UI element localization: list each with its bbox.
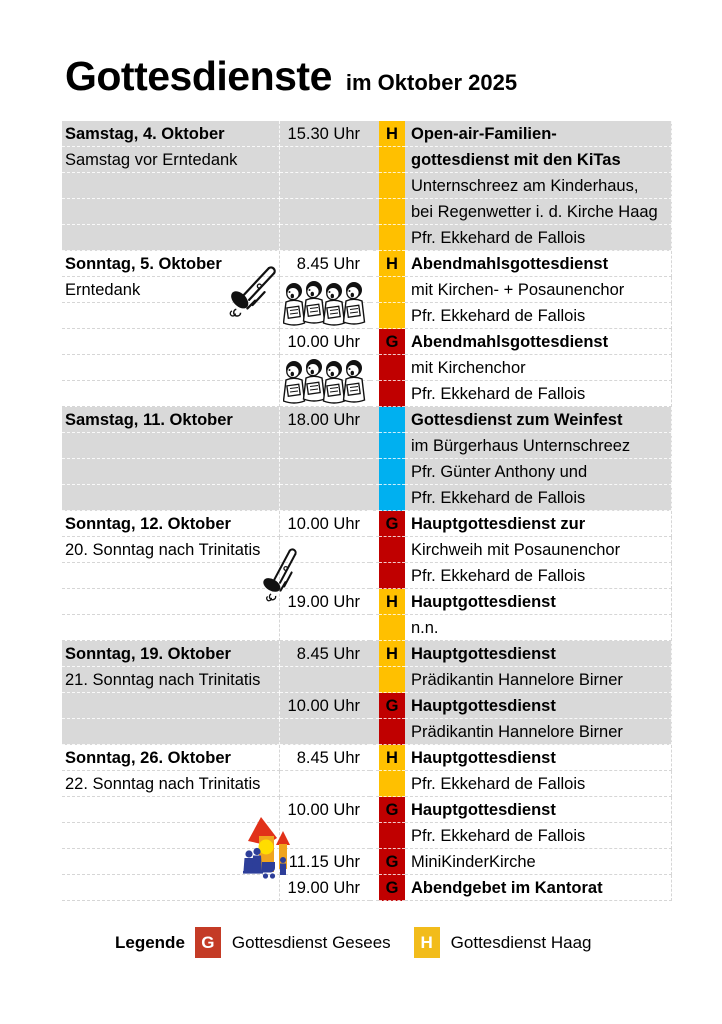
service-time: 19.00 Uhr bbox=[287, 879, 360, 897]
service-time: 8.45 Uhr bbox=[296, 749, 360, 767]
gridline bbox=[280, 303, 370, 329]
gridline bbox=[370, 615, 379, 641]
service-line: Hauptgottesdienst bbox=[411, 749, 556, 767]
gridline bbox=[62, 797, 280, 823]
gridline bbox=[62, 173, 280, 199]
gridline bbox=[370, 199, 379, 225]
location-badge: H bbox=[386, 645, 398, 663]
gridline bbox=[370, 433, 379, 459]
date-label: Sonntag, 26. Oktober bbox=[65, 749, 231, 767]
service-line: Hauptgottesdienst bbox=[411, 801, 556, 819]
location-badge: H bbox=[386, 593, 398, 611]
gridline bbox=[370, 277, 379, 303]
gridline bbox=[379, 667, 405, 693]
date-label: Samstag, 4. Oktober bbox=[65, 125, 225, 143]
location-badge: H bbox=[386, 749, 398, 767]
gridline bbox=[379, 199, 405, 225]
gridline bbox=[370, 875, 379, 901]
location-badge: G bbox=[385, 879, 399, 897]
gridline bbox=[379, 147, 405, 173]
gridline bbox=[62, 329, 280, 355]
service-line: Abendgebet im Kantorat bbox=[411, 879, 603, 897]
service-time: 18.00 Uhr bbox=[287, 411, 360, 429]
location-badge: G bbox=[385, 697, 399, 715]
service-line: im Bürgerhaus Unternschreez bbox=[411, 437, 631, 455]
gridline bbox=[379, 355, 405, 381]
gridline bbox=[280, 485, 370, 511]
gridline bbox=[370, 251, 379, 277]
date-block bbox=[62, 251, 672, 407]
date-label: Sonntag, 12. Oktober bbox=[65, 515, 231, 533]
gridline bbox=[370, 563, 379, 589]
gridline bbox=[379, 173, 405, 199]
gridline bbox=[370, 121, 379, 147]
service-line: Gottesdienst zum Weinfest bbox=[411, 411, 623, 429]
location-badge: H bbox=[386, 255, 398, 273]
gridline bbox=[370, 407, 379, 433]
service-time: 15.30 Uhr bbox=[287, 125, 360, 143]
gridline bbox=[280, 459, 370, 485]
gridline bbox=[280, 719, 370, 745]
gridline bbox=[280, 355, 370, 381]
gridline bbox=[370, 693, 379, 719]
service-line: Pfr. Günter Anthony und bbox=[411, 463, 588, 481]
gridline bbox=[370, 329, 379, 355]
gridline bbox=[370, 225, 379, 251]
service-time: 8.45 Uhr bbox=[296, 645, 360, 663]
page-title: Gottesdienste bbox=[65, 53, 332, 99]
gridline bbox=[370, 537, 379, 563]
service-line: n.n. bbox=[411, 619, 439, 637]
gridline bbox=[379, 433, 405, 459]
date-block bbox=[62, 745, 672, 901]
gridline bbox=[280, 147, 370, 173]
date-label: 21. Sonntag nach Trinitatis bbox=[65, 671, 261, 689]
date-block bbox=[62, 641, 672, 745]
date-label: 20. Sonntag nach Trinitatis bbox=[65, 541, 261, 559]
gridline bbox=[379, 277, 405, 303]
service-line: Pfr. Ekkehard de Fallois bbox=[411, 567, 586, 585]
date-label: Sonntag, 19. Oktober bbox=[65, 645, 231, 663]
gridline bbox=[370, 719, 379, 745]
gridline bbox=[280, 199, 370, 225]
gridline bbox=[370, 745, 379, 771]
service-line: Hauptgottesdienst zur bbox=[411, 515, 586, 533]
date-label: Sonntag, 5. Oktober bbox=[65, 255, 222, 273]
service-time: 10.00 Uhr bbox=[287, 697, 360, 715]
page-header bbox=[65, 53, 518, 99]
gridline bbox=[62, 303, 280, 329]
service-line: gottesdienst mit den KiTas bbox=[411, 151, 621, 169]
gridline bbox=[62, 693, 280, 719]
gridline bbox=[280, 381, 370, 407]
date-label: Samstag, 11. Oktober bbox=[65, 411, 233, 429]
service-line: Pfr. Ekkehard de Fallois bbox=[411, 827, 586, 845]
gridline bbox=[280, 615, 370, 641]
gridline bbox=[379, 823, 405, 849]
date-block bbox=[62, 407, 672, 511]
gridline bbox=[62, 355, 280, 381]
gridline bbox=[379, 615, 405, 641]
gridline bbox=[280, 537, 370, 563]
service-time: 19.00 Uhr bbox=[287, 593, 360, 611]
gridline bbox=[379, 537, 405, 563]
gridline bbox=[280, 173, 370, 199]
gridline bbox=[370, 381, 379, 407]
gridline bbox=[370, 147, 379, 173]
date-label: 22. Sonntag nach Trinitatis bbox=[65, 775, 261, 793]
page-subtitle: im Oktober 2025 bbox=[345, 70, 518, 95]
service-line: Pfr. Ekkehard de Fallois bbox=[411, 307, 586, 325]
date-label: Samstag vor Erntedank bbox=[65, 151, 238, 169]
gridline bbox=[379, 459, 405, 485]
service-line: mit Kirchen- + Posaunenchor bbox=[411, 281, 625, 299]
gridline bbox=[62, 485, 280, 511]
gridline bbox=[62, 823, 280, 849]
gridline bbox=[379, 771, 405, 797]
service-line: Kirchweih mit Posaunenchor bbox=[411, 541, 621, 559]
legend-text-gesees: Gottesdienst Gesees bbox=[231, 932, 391, 952]
location-badge: G bbox=[385, 801, 399, 819]
service-time: 8.45 Uhr bbox=[296, 255, 360, 273]
gridline bbox=[280, 823, 370, 849]
date-block bbox=[62, 121, 672, 251]
gridline bbox=[370, 797, 379, 823]
service-line: Pfr. Ekkehard de Fallois bbox=[411, 489, 586, 507]
service-line: Prädikantin Hannelore Birner bbox=[411, 671, 623, 689]
gridline bbox=[370, 459, 379, 485]
legend-label: Legende bbox=[115, 932, 185, 952]
service-line: Abendmahlsgottesdienst bbox=[411, 255, 609, 273]
service-time: 10.00 Uhr bbox=[287, 515, 360, 533]
date-label: Erntedank bbox=[65, 281, 141, 299]
date-block bbox=[62, 511, 672, 641]
gridline bbox=[370, 303, 379, 329]
legend-badge-gesees-icon: G bbox=[195, 927, 221, 958]
service-line: Hauptgottesdienst bbox=[411, 645, 556, 663]
gridline bbox=[379, 719, 405, 745]
gridline bbox=[370, 485, 379, 511]
service-line: Hauptgottesdienst bbox=[411, 593, 556, 611]
service-line: Abendmahlsgottesdienst bbox=[411, 333, 609, 351]
gridline bbox=[62, 381, 280, 407]
service-line: Unternschreez am Kinderhaus, bbox=[411, 177, 639, 195]
location-badge: G bbox=[385, 853, 399, 871]
gridline bbox=[62, 615, 280, 641]
gridline bbox=[280, 771, 370, 797]
gridline bbox=[370, 355, 379, 381]
gridline bbox=[370, 849, 379, 875]
service-time: 10.00 Uhr bbox=[287, 333, 360, 351]
gridline bbox=[379, 407, 405, 433]
service-line: Pfr. Ekkehard de Fallois bbox=[411, 775, 586, 793]
service-line: mit Kirchenchor bbox=[411, 359, 526, 377]
gridline bbox=[280, 277, 370, 303]
legend-text-haag: Gottesdienst Haag bbox=[450, 932, 592, 952]
gridline bbox=[379, 225, 405, 251]
service-line: MiniKinderKirche bbox=[411, 853, 536, 871]
gridline bbox=[370, 589, 379, 615]
gridline bbox=[62, 199, 280, 225]
gridline bbox=[62, 589, 280, 615]
gridline bbox=[379, 563, 405, 589]
gridline bbox=[370, 667, 379, 693]
service-line: Pfr. Ekkehard de Fallois bbox=[411, 385, 586, 403]
service-line: Open-air-Familien- bbox=[411, 125, 557, 143]
gridline bbox=[280, 433, 370, 459]
service-line: Prädikantin Hannelore Birner bbox=[411, 723, 623, 741]
service-line: Pfr. Ekkehard de Fallois bbox=[411, 229, 586, 247]
legend-badge-haag-icon: H bbox=[414, 927, 440, 958]
gridline bbox=[379, 485, 405, 511]
location-badge: G bbox=[385, 515, 399, 533]
gridline bbox=[370, 771, 379, 797]
gridline bbox=[62, 719, 280, 745]
legend bbox=[115, 927, 591, 958]
service-time: 10.00 Uhr bbox=[287, 801, 360, 819]
gridline bbox=[280, 563, 370, 589]
gridline bbox=[379, 303, 405, 329]
service-line: bei Regenwetter i. d. Kirche Haag bbox=[411, 203, 658, 221]
gridline bbox=[62, 459, 280, 485]
gridline bbox=[62, 849, 280, 875]
gridline bbox=[370, 511, 379, 537]
gridline bbox=[370, 641, 379, 667]
gridline bbox=[280, 667, 370, 693]
gridline bbox=[280, 225, 370, 251]
gridline bbox=[62, 563, 280, 589]
gridline bbox=[62, 875, 280, 901]
gridline bbox=[62, 433, 280, 459]
gridline bbox=[370, 823, 379, 849]
service-line: Hauptgottesdienst bbox=[411, 697, 556, 715]
location-badge: G bbox=[385, 333, 399, 351]
schedule bbox=[62, 121, 672, 901]
location-badge: H bbox=[386, 125, 398, 143]
gridline bbox=[370, 173, 379, 199]
gridline bbox=[62, 225, 280, 251]
service-time: 11.15 Uhr bbox=[288, 853, 360, 871]
gridline bbox=[379, 381, 405, 407]
